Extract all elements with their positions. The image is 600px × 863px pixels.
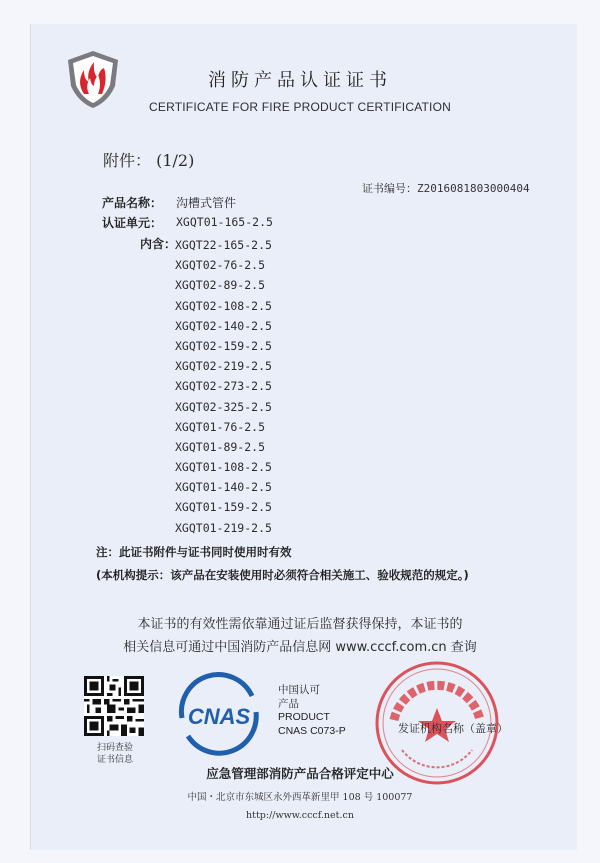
contained-unit-item: XGQT02-89-2.5 — [175, 278, 266, 293]
certificate-title-en: CERTIFICATE FOR FIRE PRODUCT CERTIFICATION — [149, 100, 451, 114]
certificate-number-label: 证书编号： — [362, 182, 417, 195]
qr-caption-2: 证书信息 — [96, 755, 133, 765]
qr-caption-1: 扫码查验 — [96, 743, 133, 753]
footer-url-link[interactable]: http://www.cccf.net.cn — [246, 810, 354, 821]
product-name-value: 沟槽式管件 — [176, 196, 237, 210]
contained-unit-item: XGQT22-165-2.5 — [175, 238, 272, 252]
certificate-number — [362, 180, 530, 196]
unit-label: 认证单元： — [102, 216, 163, 230]
footer-address: 中国・北京市东城区永外西革新里甲 108 号 100077 — [187, 792, 413, 803]
contained-unit-item: XGQT02-325-2.5 — [175, 399, 272, 414]
qr-code-icon[interactable] — [84, 676, 144, 736]
contains-label: 内含： — [140, 237, 177, 251]
contained-unit-item: XGQT01-159-2.5 — [175, 500, 272, 515]
contained-unit-item: XGQT01-219-2.5 — [175, 520, 272, 535]
contained-unit-item: XGQT01-140-2.5 — [175, 480, 272, 495]
note-installation: (本机构提示：该产品在安装使用时必须符合相关施工、验收规范的规定。) — [96, 568, 469, 582]
contained-unit-item: XGQT02-108-2.5 — [175, 298, 272, 313]
contained-unit-item: XGQT02-140-2.5 — [175, 318, 272, 333]
cnas-line-3: PRODUCT — [278, 711, 330, 723]
unit-value: XGQT01-165-2.5 — [176, 215, 273, 229]
product-name-label: 产品名称： — [102, 196, 163, 210]
annex-label: 附件： (1/2) — [103, 151, 195, 170]
contains-list — [175, 235, 272, 538]
contained-unit-item: XGQT02-219-2.5 — [175, 359, 272, 374]
contained-unit-item: XGQT02-76-2.5 — [175, 258, 266, 273]
cnas-line-2: 产品 — [278, 698, 299, 710]
contained-unit-item: XGQT02-273-2.5 — [175, 379, 272, 394]
issuer-name-label: 发证机构名称（盖章） — [398, 722, 508, 735]
note-annex-valid: 注：此证书附件与证书同时使用时有效 — [96, 545, 292, 559]
contained-unit-item: XGQT01-76-2.5 — [175, 419, 266, 434]
cnas-line-1: 中国认可 — [278, 684, 320, 696]
contained-unit-item: XGQT01-108-2.5 — [175, 460, 272, 475]
cnas-line-4: CNAS C073-P — [278, 725, 346, 737]
certificate-number-value: Z2016081803000404 — [417, 182, 530, 195]
cnas-logo-icon — [176, 672, 262, 758]
validity-line-2: 相关信息可通过中国消防产品信息网 www.cccf.com.cn 查询 — [123, 640, 477, 655]
contained-unit-item: XGQT01-89-2.5 — [175, 439, 266, 454]
contained-unit-item: XGQT02-159-2.5 — [175, 338, 272, 353]
cnas-logo-text: CNAS — [187, 704, 251, 729]
footer-organization: 应急管理部消防产品合格评定中心 — [206, 766, 394, 781]
validity-line-1: 本证书的有效性需依靠通过证后监督获得保持，本证书的 — [137, 617, 463, 632]
certificate-title-cn: 消防产品认证证书 — [208, 70, 392, 91]
